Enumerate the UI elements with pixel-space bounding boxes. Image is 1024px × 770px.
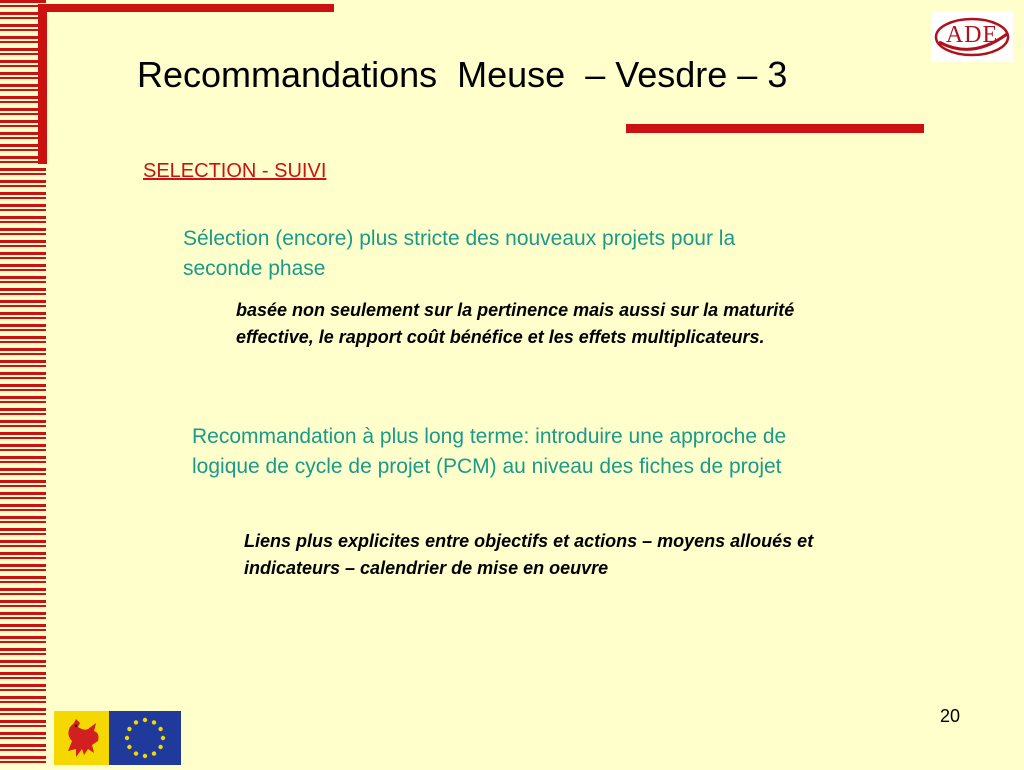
point-1-text: Sélection (encore) plus stricte des nouveaux projets pour la seconde phase bbox=[183, 227, 736, 280]
red-frame-left bbox=[38, 4, 47, 164]
red-frame-top bbox=[38, 4, 334, 12]
point-1-detail: basée non seulement sur la pertinence mais aussi sur la maturité effective, le rapport coût bénéfice et les effets multiplicateurs. bbox=[236, 300, 795, 347]
point-2-text: Recommandation à plus long terme: introduire une approche de logique de cycle de projet (PCM) au niveau des fiches de projet bbox=[192, 425, 787, 478]
wallonia-rooster-flag-icon bbox=[54, 711, 109, 765]
section-subtitle: SELECTION - SUIVI bbox=[143, 160, 327, 182]
ade-logo bbox=[931, 12, 1013, 62]
ade-logo-text: ADE bbox=[945, 22, 999, 48]
eu-flag-icon bbox=[109, 711, 181, 765]
point-2-detail: Liens plus explicites entre objectifs et actions – moyens alloués et indicateurs – calendrier de mise en oeuvre bbox=[244, 531, 814, 578]
page-number: 20 bbox=[940, 706, 961, 726]
red-rule-right bbox=[626, 124, 924, 133]
slide-title: Recommandations Meuse – Vesdre – 3 bbox=[137, 54, 788, 95]
